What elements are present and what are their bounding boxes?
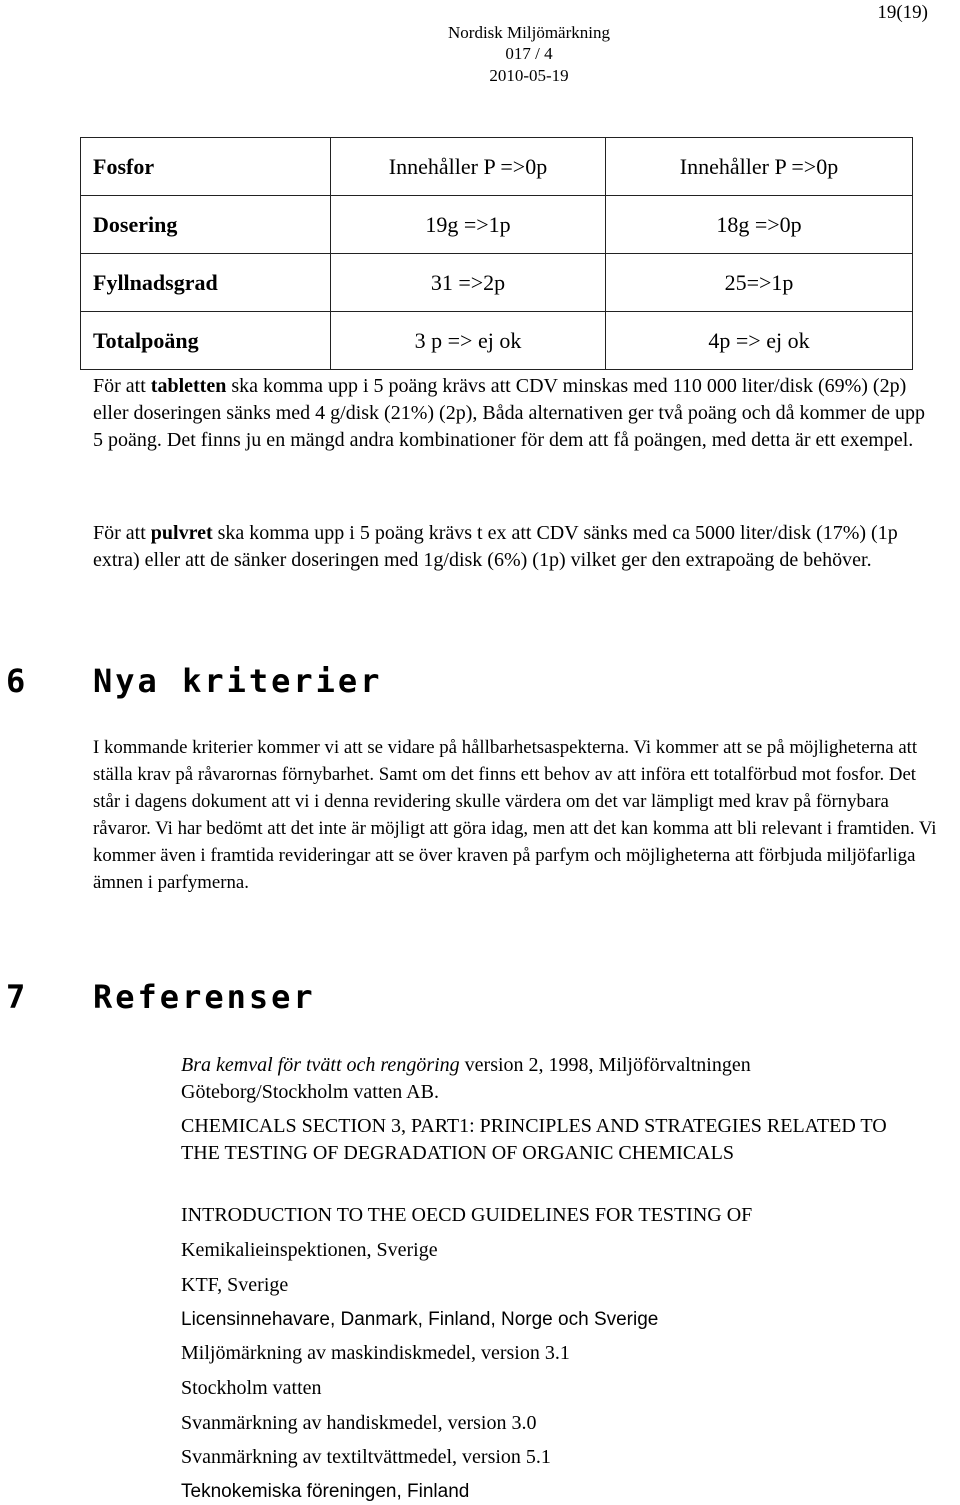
reference-title-italic: Bra kemval för tvätt och rengöring [181,1054,460,1076]
table-row [81,196,913,254]
reference-item: Licensinnehavare, Danmark, Finland, Norge och Sverige [181,1309,659,1330]
paragraph-text: ska komma upp i 5 poäng krävs att CDV minskas med 110 000 liter/disk (69%) (2p) eller doseringen sänks med 4 g/disk (21%) (2p), Båda alternativen ger två poäng och då kommer de upp 5 poäng. Det finns ju en mängd andra kombinationer för dem att få poängen, med detta är ett exempel. [93,375,925,451]
section-heading-6 [6,662,382,700]
section-heading-7 [6,978,316,1016]
table-row [81,138,913,196]
reference-item: Kemikalieinspektionen, Sverige [181,1239,438,1261]
reference-item: KTF, Sverige [181,1274,289,1296]
reference-item: Stockholm vatten [181,1377,322,1399]
header-date: 2010-05-19 [489,66,569,85]
reference-text: version 2, 1998, Miljöförvaltningen Göteborg/Stockholm vatten AB. [181,1054,751,1103]
section-number: 6 [6,662,29,700]
page-number: 19(19) [877,2,928,23]
reference-item: CHEMICALS SECTION 3, PART1: PRINCIPLES AND STRATEGIES RELATED TO THE TESTING OF DEGRADATION OF ORGANIC CHEMICALS [181,1115,887,1164]
section-number: 7 [6,978,29,1016]
paragraph-text: ska komma upp i 5 poäng krävs t ex att CDV sänks med ca 5000 liter/disk (17%) (1p extra) eller att de sänker doseringen med 1g/disk (6%) (1p) vilket ger den extrapoäng de behöver. [93,522,898,571]
paragraph-bold-term: tabletten [150,375,227,397]
powder-paragraph [93,520,933,574]
table-cell: 19g =>1p [331,196,606,254]
table-row [81,254,913,312]
table-cell: 3 p => ej ok [331,312,606,370]
reference-item: Miljömärkning av maskindiskmedel, version 3.1 [181,1342,570,1364]
paragraph-text: För att [93,375,151,397]
reference-item: Teknokemiska föreningen, Finland [181,1481,470,1502]
section-title: Referenser [93,978,316,1016]
header-document-number: 017 / 4 [505,44,553,63]
section-title: Nya kriterier [93,662,383,700]
table-cell: Fosfor [81,138,331,196]
table-cell: 4p => ej ok [606,312,913,370]
paragraph-text: För att [93,522,151,544]
reference-item: INTRODUCTION TO THE OECD GUIDELINES FOR TESTING OF [181,1204,753,1226]
table-cell: 31 =>2p [331,254,606,312]
new-criteria-paragraph: I kommande kriterier kommer vi att se vidare på hållbarhetsaspekterna. Vi kommer att se på möjligheterna att ställa krav på råvarornas förnybarhet. Samt om det finns ett behov av att införa ett totalförbud mot fosfor. Det står i dagens dokument att vi i denna revidering skulle värdera om det var lämpligt med krav på förnybara råvaror. Vi har bedömt att det inte är möjligt att göra idag, men att det kan komma att bli relevant i framtiden. Vi kommer även i framtida revideringar att se över kraven på parfym och möjligheterna att förbjuda miljöfarliga ämnen i parfymerna. [93,737,937,894]
table-cell: Fyllnadsgrad [81,254,331,312]
reference-item: Svanmärkning av handiskmedel, version 3.0 [181,1412,537,1434]
reference-item: Svanmärkning av textiltvättmedel, version 5.1 [181,1446,551,1468]
table-row [81,312,913,370]
table-cell: 18g =>0p [606,196,913,254]
table-cell: Totalpoäng [81,312,331,370]
tablet-paragraph [93,373,933,454]
table-cell: Dosering [81,196,331,254]
paragraph-bold-term: pulvret [150,522,213,544]
reference-item [181,1052,901,1106]
header-organization: Nordisk Miljömärkning [448,23,610,42]
table-cell: Innehåller P =>0p [331,138,606,196]
table-cell: 25=>1p [606,254,913,312]
criteria-table [80,137,913,370]
table-cell: Innehåller P =>0p [606,138,913,196]
